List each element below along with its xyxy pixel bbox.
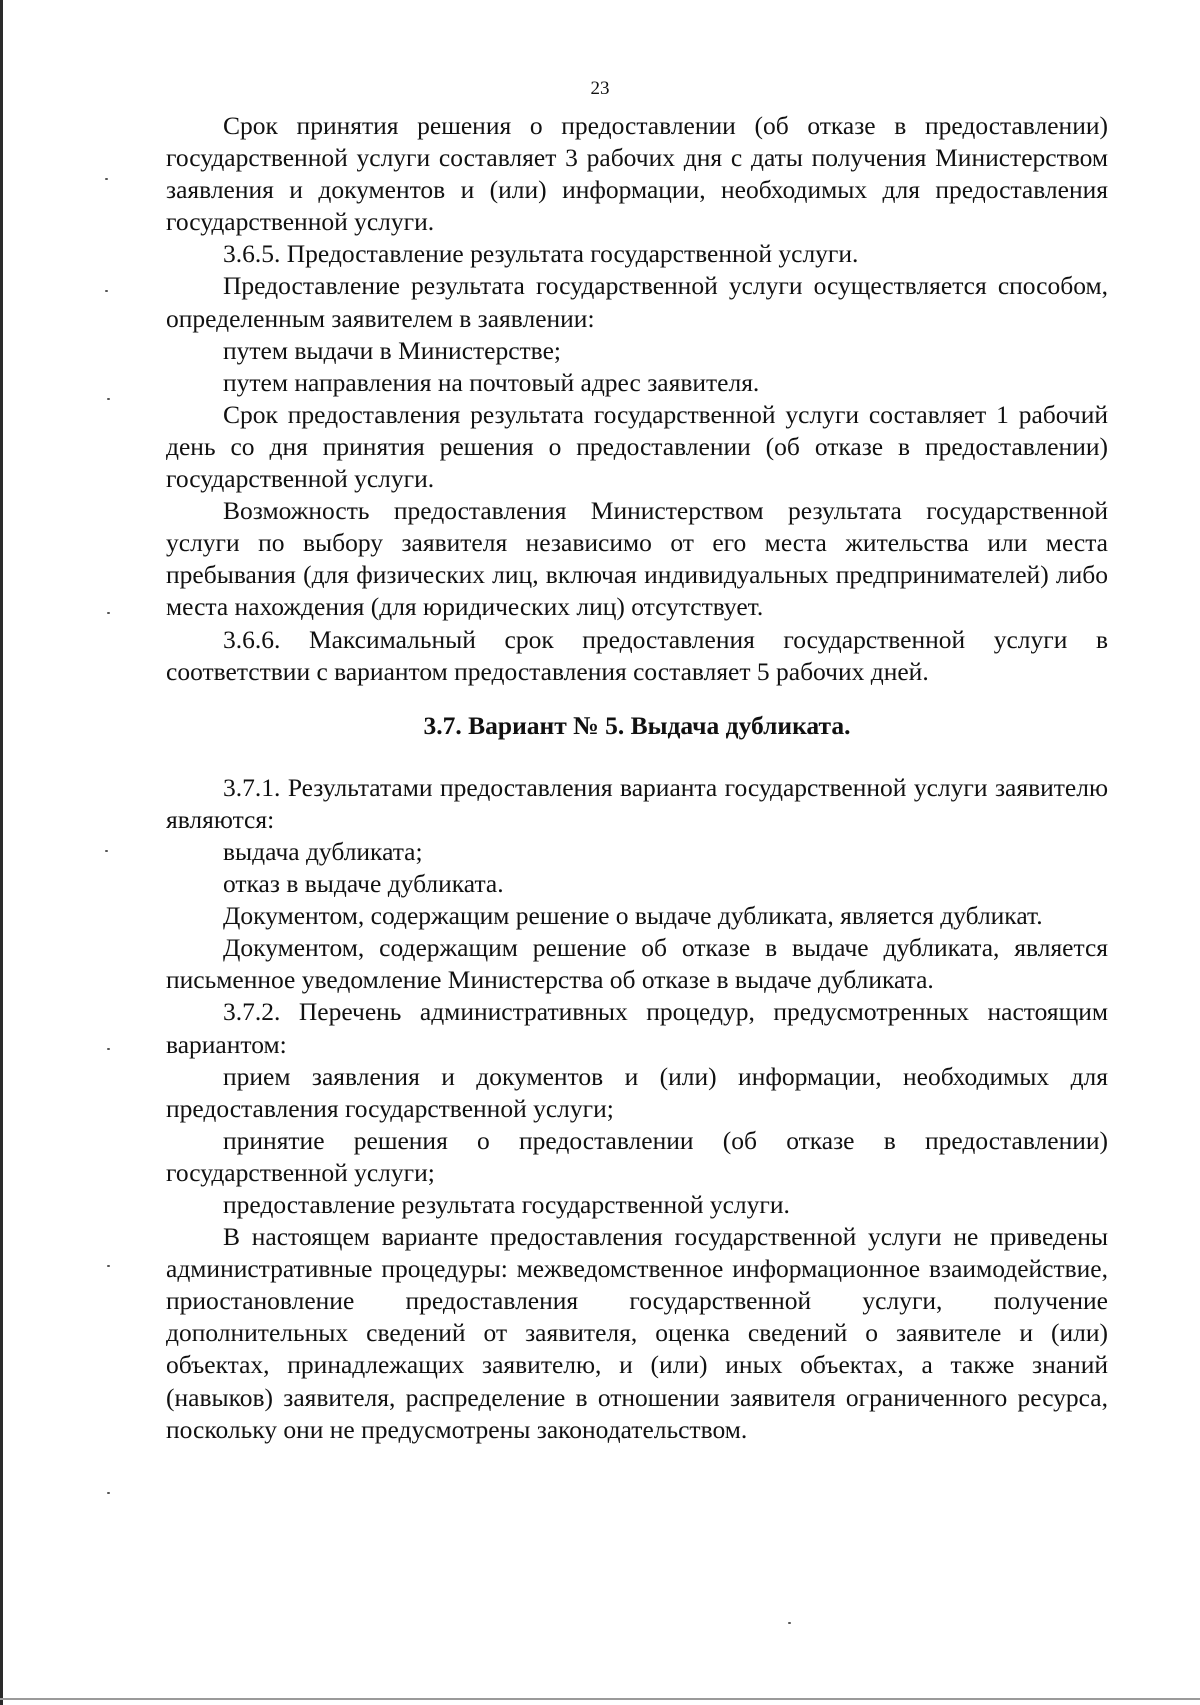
- scan-speck: [105, 850, 108, 852]
- paragraph: Срок принятия решения о предоставлении (об отказе в предоставлении) государственной услуги составляет 3 рабочих дня с даты получения Министерством заявления и документов и (или) информации, необходимых для предоставления государственной услуги.: [166, 111, 1108, 237]
- scan-speck: [105, 178, 108, 180]
- page-number: 23: [590, 78, 610, 99]
- paragraph: путем направления на почтовый адрес заявителя.: [223, 367, 760, 397]
- paragraph: В настоящем варианте предоставления государственной услуги не приведены административные процедуры: межведомственное информационное взаимодействие, приостановление предоставления государственной услуги, получение дополнительных сведений от заявителя, оценка сведений о заявителе и (или) объектах, принадлежащих заявителю, и (или) иных объектах, а также знаний (навыков) заявителя, распределение в отношении заявителя ограниченного ресурса, поскольку они не предусмотрены законодательством.: [166, 1222, 1108, 1444]
- paragraph: прием заявления и документов и (или) информации, необходимых для предоставления государственной услуги;: [166, 1061, 1108, 1123]
- paragraph: Документом, содержащим решение о выдаче дубликата, является дубликат.: [223, 901, 1043, 931]
- paragraph: 3.6.5. Предоставление результата государственной услуги.: [223, 239, 859, 269]
- section-heading: 3.7. Вариант № 5. Выдача дубликата.: [423, 710, 851, 740]
- scan-speck: [107, 398, 110, 400]
- paragraph: 3.6.6. Максимальный срок предоставления государственной услуги в соответствии с вариантом предоставления составляет 5 рабочих дней.: [166, 624, 1108, 686]
- paragraph: принятие решения о предоставлении (об отказе в предоставлении) государственной услуги;: [166, 1125, 1108, 1187]
- scan-speck: [107, 612, 110, 614]
- document-body: [166, 110, 1108, 1446]
- paragraph: выдача дубликата;: [223, 836, 423, 866]
- scan-edge-left: [0, 0, 3, 1705]
- paragraph: Документом, содержащим решение об отказе в выдаче дубликата, является письменное уведомление Министерства об отказе в выдаче дубликата.: [166, 933, 1108, 995]
- paragraph: 3.7.1. Результатами предоставления варианта государственной услуги заявителю являются:: [166, 772, 1108, 834]
- paragraph: Предоставление результата государственной услуги осуществляется способом, определенным заявителем в заявлении:: [166, 271, 1108, 333]
- scan-speck: [107, 1048, 110, 1050]
- paragraph: Возможность предоставления Министерством результата государственной услуги по выбору заявителя независимо от его места жительства или места пребывания (для физических лиц, включая индивидуальных предпринимателей) либо места нахождения (для юридических лиц) отсутствует.: [166, 496, 1108, 622]
- scan-speck: [105, 290, 108, 292]
- paragraph: отказ в выдаче дубликата.: [223, 869, 504, 899]
- paragraph: Срок предоставления результата государственной услуги составляет 1 рабочий день со дня принятия решения о предоставлении (об отказе в предоставлении) государственной услуги.: [166, 399, 1108, 494]
- scan-speck: [107, 1492, 110, 1494]
- paragraph: путем выдачи в Министерстве;: [223, 335, 561, 365]
- paragraph: предоставление результата государственной услуги.: [223, 1190, 790, 1219]
- paragraph: 3.7.2. Перечень административных процедур, предусмотренных настоящим вариантом:: [166, 997, 1108, 1059]
- scan-speck: [788, 1622, 791, 1624]
- scan-speck: [107, 1265, 110, 1267]
- scan-edge-bottom: [0, 1698, 1200, 1700]
